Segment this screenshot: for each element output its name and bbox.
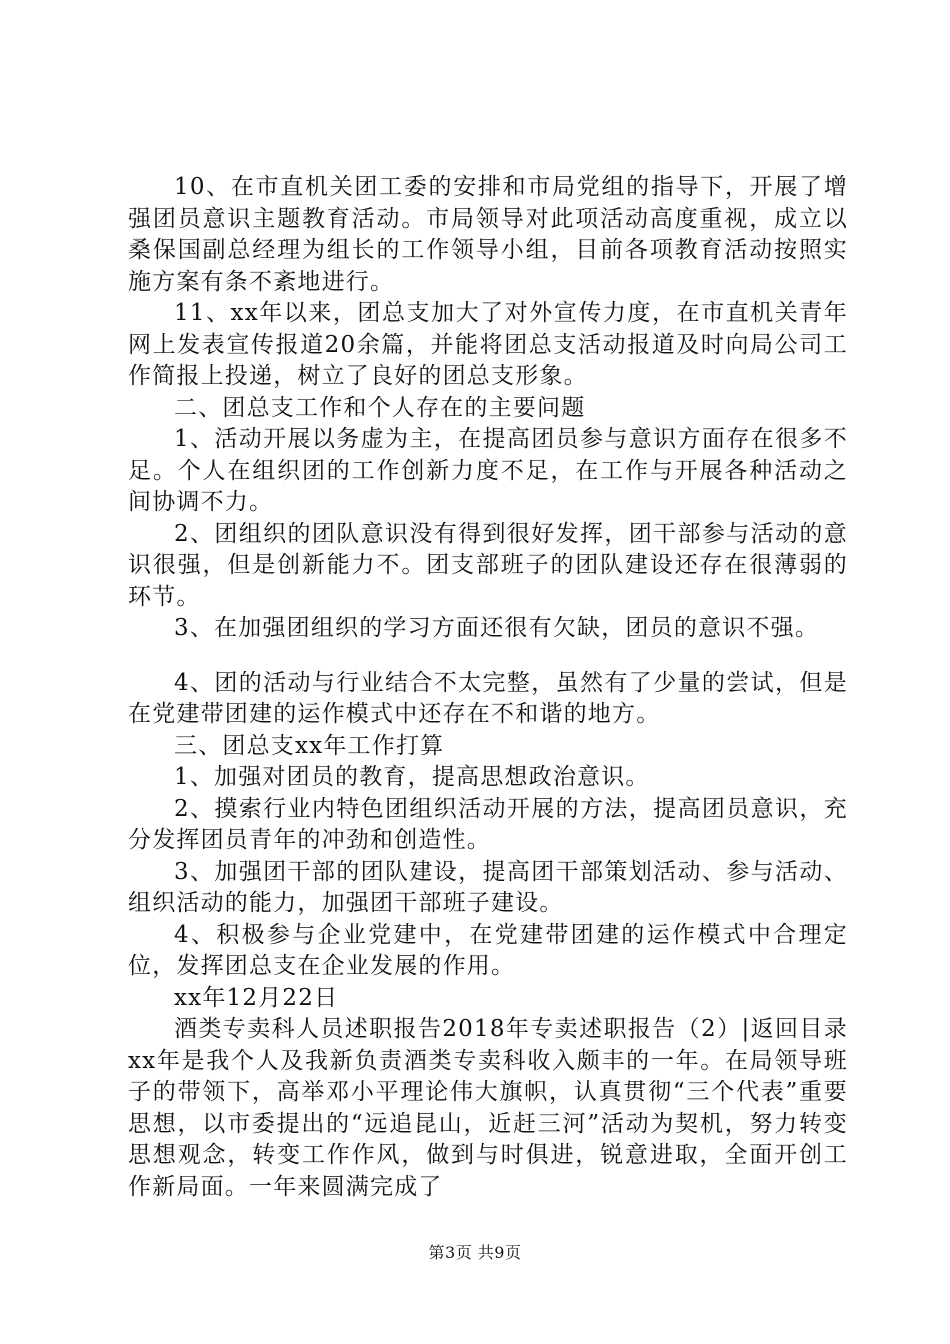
document-body (128, 172, 848, 1203)
next-report-paragraph: 酒类专卖科人员述职报告2018年专卖述职报告（2）|返回目录xx年是我个人及我新负责酒类专卖科收入颇丰的一年。在局领导班子的带领下，高举邓小平理论伟大旗帜，认真贯彻“三个代表”重要思想，以市委提出的“远追昆山，近赶三河”活动为契机，努力转变思想观念，转变工作作风，做到与时俱进，锐意进取，全面开创工作新局面。一年来圆满完成了 (128, 1016, 848, 1200)
page-number-footer: 第3页 共9页 (428, 1243, 522, 1262)
document-date: xx年12月22日 (174, 984, 339, 1011)
problem-item-1: 1、活动开展以务虚为主，在提高团员参与意识方面存在很多不足。个人在组织团的工作创新力度不足，在工作与开展各种活动之间协调不力。 (128, 426, 848, 515)
plan-item-2: 2、摸索行业内特色团组织活动开展的方法，提高团员意识，充分发挥团员青年的冲劲和创造性。 (128, 795, 848, 853)
problem-item-3: 3、在加强团组织的学习方面还很有欠缺，团员的意识不强。 (174, 615, 820, 641)
plan-item-1: 1、加强对团员的教育，提高思想政治意识。 (174, 764, 650, 790)
paragraph-10: 10、在市直机关团工委的安排和市局党组的指导下，开展了增强团员意识主题教育活动。市局领导对此项活动高度重视，成立以桑保国副总经理为组长的工作领导小组，目前各项教育活动按照实施方案有条不紊地进行。 (128, 174, 848, 295)
problem-item-4: 4、团的活动与行业结合不太完整，虽然有了少量的尝试，但是在党建带团建的运作模式中还存在不和谐的地方。 (128, 669, 848, 727)
paragraph-11: 11、xx年以来，团总支加大了对外宣传力度，在市直机关青年网上发表宣传报道20余篇，并能将团总支活动报道及时向局公司工作简报上投递，树立了良好的团总支形象。 (128, 300, 848, 389)
problem-item-2: 2、团组织的团队意识没有得到很好发挥，团干部参与活动的意识很强，但是创新能力不。团支部班子的团队建设还存在很薄弱的环节。 (128, 520, 848, 610)
section-heading-problems: 二、团总支工作和个人存在的主要问题 (174, 394, 586, 421)
plan-item-3: 3、加强团干部的团队建设，提高团干部策划活动、参与活动、组织活动的能力，加强团干部班子建设。 (128, 858, 848, 916)
plan-item-4: 4、积极参与企业党建中，在党建带团建的运作模式中合理定位，发挥团总支在企业发展的作用。 (128, 921, 848, 979)
section-heading-plans: 三、团总支xx年工作打算 (174, 732, 445, 759)
